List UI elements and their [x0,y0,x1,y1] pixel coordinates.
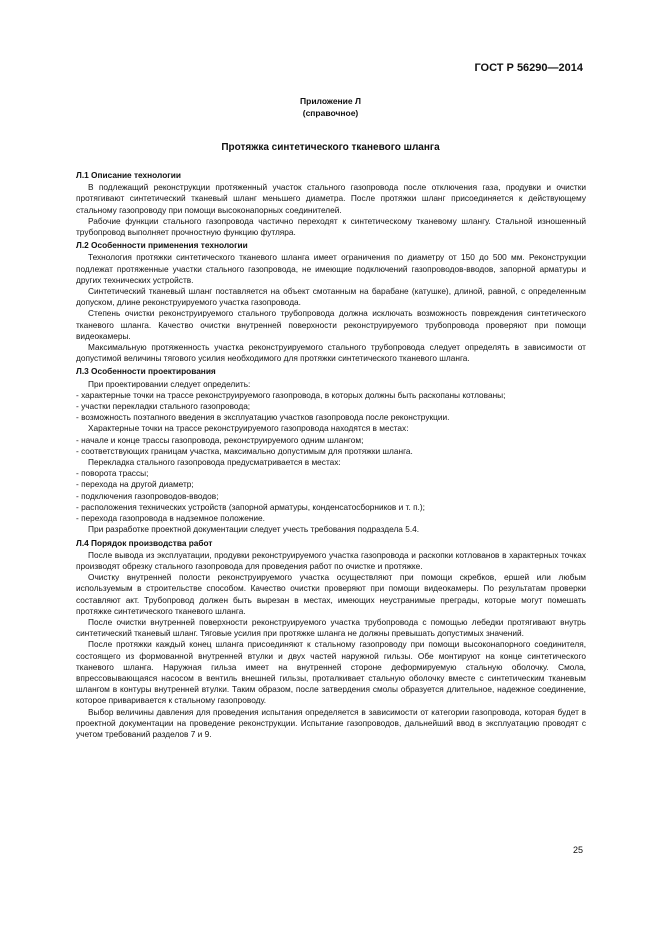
paragraph: Характерные точки на трассе реконструируемого газопровода находятся в местах: [88,423,409,434]
paragraph: Технология протяжки синтетического тканевого шланга имеет ограничения по диаметру от 150 до 500 мм. Реконструкции подлежат протяженные участки стального газопровода, не имеющие подключений газопроводов-вводов, запорной арматуры и других технических устройств. [76,252,586,285]
paragraph: Синтетический тканевый шланг поставляется на объект смотанным на барабане (катушке), длиной, равной, с определенным допуском, длине реконструируемого участка газопровода. [76,286,586,308]
section-heading: Л.2 Особенности применения технологии [76,240,248,251]
paragraph: Выбор величины давления для проведения испытания определяется в зависимости от категории газопровода, которая будет в проектной документации на проведение реконструкции. Испытание газопроводов, дальнейший ввод в эксплуатацию проводят с учетом требований разделов 7 и 9. [76,706,586,739]
list-item: - возможность поэтапного введения в эксплуатацию участков газопровода после реконструкции. [76,412,450,423]
paragraph: После вывода из эксплуатации, продувки реконструируемого участка газопровода и раскопки котлованов в характерных точках производят обрезку стального газопровода для проведения работ по очистке и протяжке. [76,549,586,571]
document-title: Протяжка синтетического тканевого шланга [221,142,440,153]
list-item: - перехода на другой диаметр; [76,479,194,490]
list-item: - перехода газопровода в надземное положение. [76,513,265,524]
list-item: - участки перекладки стального газопровода; [76,401,251,412]
list-item: - начале и конце трассы газопровода, реконструируемого одним шлангом; [76,434,364,445]
paragraph: Степень очистки реконструируемого стального трубопровода должна исключать возможность повреждения синтетического тканевого шланга. Качество очистки внутренней поверхности реконструируемого трубопровода проверяют при помощи видеокамеры. [76,308,586,341]
appendix-title: Приложение Л [300,96,361,106]
appendix-type: (справочное) [302,107,359,118]
paragraph: Перекладка стального газопровода предусматривается в местах: [88,457,341,468]
list-item: - соответствующих границам участка, максимально допустимым для протяжки шланга. [76,445,413,456]
appendix-heading [0,96,661,119]
list-item: - подключения газопроводов-вводов; [76,490,219,501]
section-heading: Л.4 Порядок производства работ [76,537,213,548]
paragraph: Очистку внутренней полости реконструируемого участка осуществляют при помощи скребков, ершей или любым используемым в строительстве способом. Качество очистки проверяют при помощи видеокамеры. По результатам проверки составляют акт. Трубопровод должен быть вырезан в местах, имеющих неустранимые преграды, которые могут помешать протяжке синтетического тканевого шланга. [76,572,586,616]
section-heading: Л.1 Описание технологии [76,170,181,180]
page-number: 25 [572,845,583,855]
paragraph: В подлежащий реконструкции протяженный участок стального газопровода после отключения газа, продувки и очистки протягивают синтетический тканевый шланг меньшего диаметра. После протяжки шланг присоединяется к действующему стальному газопроводу при помощи высоконапорных соединителей. [76,182,586,215]
paragraph: После очистки внутренней поверхности реконструируемого участка трубопровода с помощью лебедки протягивают внутрь синтетический тканевый шланг. Тяговые усилия при протяжке шланга не должны превышать допустимых значений. [76,616,586,639]
paragraph: Максимальную протяженность участка реконструируемого стального трубопровода следует определять в зависимости от допустимой величины тягового усилия необходимого для протяжки синтетического тканевого шланга. [76,342,586,364]
paragraph: Рабочие функции стального газопровода частично переходят к синтетическому тканевому шлангу. Стальной изношенный трубопровод выполняет прочностную функцию футляра. [76,215,586,238]
list-item: - характерные точки на трассе реконструируемого газопровода, в которых должны быть раскопаны котлованы; [76,389,506,400]
list-item: - расположения технических устройств (запорной арматуры, конденсатосборников и т. п.); [76,501,425,512]
paragraph: При разработке проектной документации следует учесть требования подраздела 5.4. [88,524,420,535]
section-heading: Л.3 Особенности проектирования [76,366,216,377]
document-body [76,168,586,740]
standard-number: ГОСТ Р 56290—2014 [474,62,583,74]
paragraph: После протяжки каждый конец шланга присоединяют к стальному газопроводу при помощи высоконапорного соединителя, состоящего из формованной внутренней втулки и двух частей наружной гильзы. Обе монтируют на конце синтетического тканевого шланга. Наружная гильза имеет на внутренней стороне деформируемую стальную оболочку. Смола, впрессовывающаяся насосом в вентиль внешней гильзы, проталкивает стальную оболочку вместе с синтетическим тканевым шлангом в контуры внутренней втулки. Таким образом, после затвердения смолы образуется длительное, надежное соединение, которое приваривается к стальному газопроводу. [76,639,586,706]
list-item: - поворота трассы; [76,468,149,479]
paragraph: При проектировании следует определить: [88,378,251,389]
